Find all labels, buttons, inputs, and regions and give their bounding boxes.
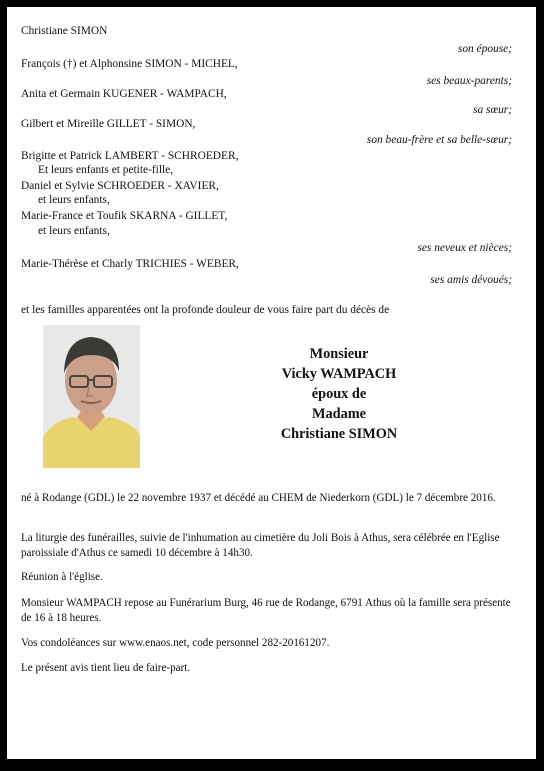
family-name-8: Marie-Thérèse et Charly TRICHIES - WEBER,	[21, 258, 239, 270]
meeting-paragraph: Réunion à l'église.	[21, 571, 103, 583]
family-note-5: Et leurs enfants et petite-fille,	[38, 164, 174, 176]
funerarium-paragraph: Monsieur WAMPACH repose au Funérarium Burg, 46 rue de Rodange, 6791 Athus où la famille sera présente de 16 à 18 heures.	[21, 597, 511, 624]
condolences-paragraph: Vos condoléances sur www.enaos.net, code personnel 282-20161207.	[21, 637, 330, 649]
family-relation-4: son beau-frère et sa belle-sœur;	[366, 134, 512, 146]
deceased-name: Vicky WAMPACH	[281, 366, 397, 382]
intro-text: et les familles apparentées ont la profonde douleur de vous faire part du décès de	[21, 304, 390, 316]
family-relation-7: ses neveux et nièces;	[417, 242, 512, 254]
family-name-5: Brigitte et Patrick LAMBERT - SCHROEDER,	[21, 150, 239, 162]
family-name-2: François (†) et Alphonsine SIMON - MICHEL,	[21, 58, 238, 70]
spouse-title: Madame	[312, 406, 366, 422]
family-name-3: Anita et Germain KUGENER - WAMPACH,	[21, 88, 227, 100]
family-name-7: Marie-France et Toufik SKARNA - GILLET,	[21, 210, 228, 222]
deceased-title: Monsieur	[309, 346, 369, 362]
spouse-name: Christiane SIMON	[280, 426, 398, 442]
portrait-image	[43, 325, 140, 468]
family-relation-2: ses beaux-parents;	[426, 75, 512, 87]
birth-death-paragraph: né à Rodange (GDL) le 22 novembre 1937 et décédé au CHEM de Niederkorn (GDL) le 7 décembre 2016.	[21, 492, 496, 504]
family-relation-1: son épouse;	[457, 43, 512, 55]
family-relation-8: ses amis dévoués;	[430, 274, 512, 286]
obituary-notice	[7, 7, 536, 759]
deceased-name-block	[239, 344, 439, 444]
notice-paragraph: Le présent avis tient lieu de faire-part.	[21, 662, 191, 674]
family-relation-3: sa sœur;	[473, 104, 512, 116]
deceased-relation: époux de	[311, 386, 367, 402]
family-note-6: et leurs enfants,	[38, 194, 110, 206]
family-name-6: Daniel et Sylvie SCHROEDER - XAVIER,	[21, 180, 219, 192]
family-name-1: Christiane SIMON	[21, 25, 108, 37]
family-name-4: Gilbert et Mireille GILLET - SIMON,	[21, 118, 196, 130]
deceased-photo	[43, 325, 140, 468]
liturgy-paragraph: La liturgie des funérailles, suivie de l'inhumation au cimetière du Joli Bois à Athus, sera célébrée en l'Eglise paroissiale d'Athus ce samedi 10 décembre à 14h30.	[21, 532, 500, 559]
family-note-7: et leurs enfants,	[38, 225, 110, 237]
